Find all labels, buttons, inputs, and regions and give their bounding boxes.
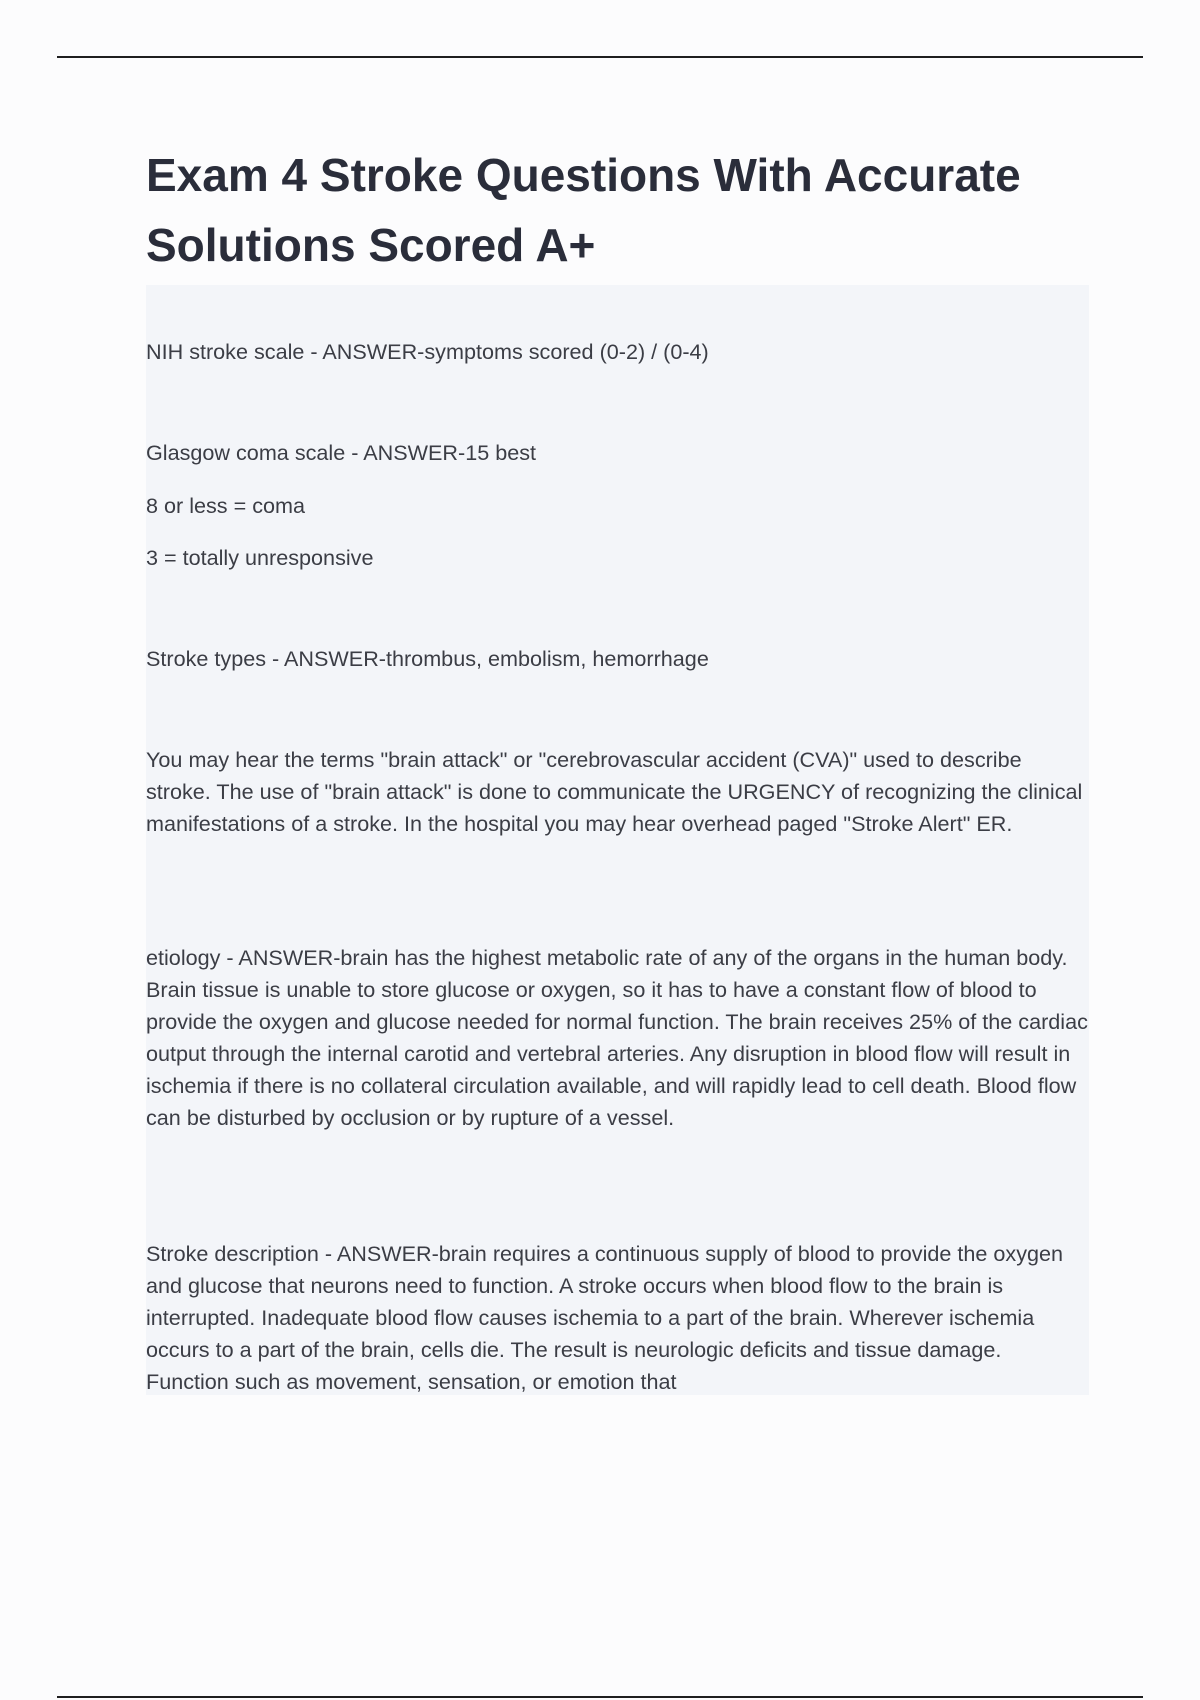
entry-stroke-types: Stroke types - ANSWER-thrombus, embolism, hemorrhage [146,646,709,671]
entry-nih-stroke-scale: NIH stroke scale - ANSWER-symptoms scored (0-2) / (0-4) [146,339,709,364]
entry-stroke-description: Stroke description - ANSWER-brain requires a continuous supply of blood to provide the oxygen and glucose that neurons need to function. A stroke occurs when blood flow to the brain is interrupted. Inadequate blood flow causes ischemia to a part of the brain. Wherever ischemia occurs to a part of the brain, cells die. The result is neurologic deficits and tissue damage. Function such as movement, sensation, or emotion that [146,1241,1064,1394]
top-divider [57,56,1143,58]
entry-brain-attack: You may hear the terms "brain attack" or "cerebrovascular accident (CVA)" used to describe stroke. The use of "brain attack" is done to communicate the URGENCY of recognizing the clinical manifestations of a stroke. In the hospital you may hear overhead paged "Stroke Alert" ER. [146,747,1083,836]
entry-glasgow-coma: 8 or less = coma [146,493,306,518]
entry-etiology: etiology - ANSWER-brain has the highest metabolic rate of any of the organs in the human body. Brain tissue is unable to store glucose or oxygen, so it has to have a constant flow of blood to provide the oxygen and glucose needed for normal function. The brain receives 25% of the cardiac output through the internal carotid and vertebral arteries. Any disruption in blood flow will result in ischemia if there is no collateral circulation available, and will rapidly lead to cell death. Blood flow can be disturbed by occlusion or by rupture of a vessel. [146,945,1088,1130]
bottom-divider [57,1696,1143,1698]
page-title: Exam 4 Stroke Questions With Accurate Solutions Scored A+ [146,149,1021,271]
entry-glasgow-unresponsive: 3 = totally unresponsive [146,545,374,570]
entry-glasgow-coma-scale: Glasgow coma scale - ANSWER-15 best [146,440,537,465]
content-panel [146,285,1089,1395]
content-text [146,285,1089,1395]
